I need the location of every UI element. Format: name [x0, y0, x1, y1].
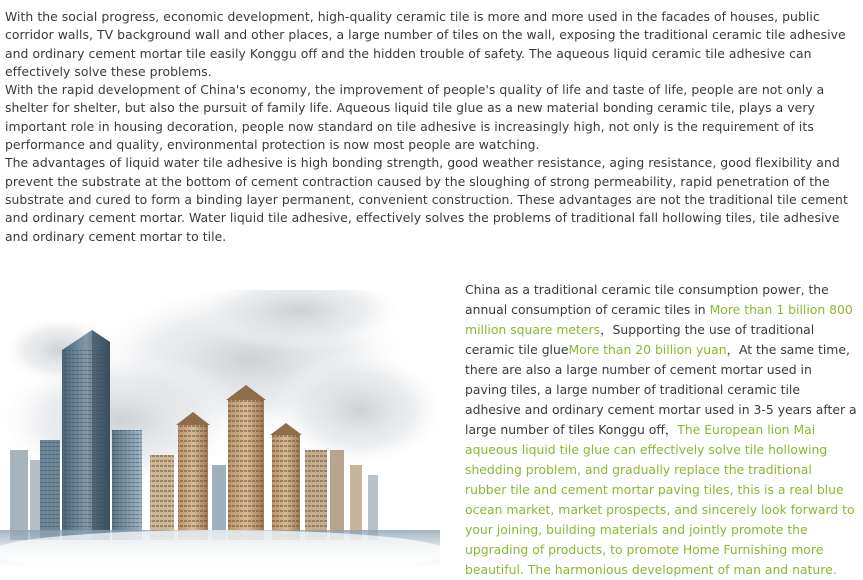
intro-paragraph-1: With the social progress, economic development, high-quality ceramic tile is more and more used in the facades of houses, public corridor walls, TV background wall and other places, a large number of tiles on the wall, exposing the traditional ceramic tile adhesive and ordinary cement mortar tile easily Konggu off and the hidden trouble of safety. The aqueous liquid ceramic tile adhesive can effectively solve these problems.	[5, 9, 846, 79]
market-description	[465, 280, 857, 580]
market-text-2: ，Supporting the use of traditional ceramic tile glue	[465, 322, 815, 357]
market-text-3: ，At the same time, there are also a large number of cement mortar used in paving tiles, a large number of traditional ceramic tile adhesive and ordinary cement mortar used in 3-5 years after a large number of tiles Konggu off，	[465, 342, 857, 437]
intro-paragraph-3: The advantages of liquid water tile adhesive is high bonding strength, good weather resistance, aging resistance, good flexibility and prevent the substrate at the bottom of cement contraction caused by the sloughing of strong permeability, rapid penetration of the substrate and cured to form a binding layer permanent, convenient construction. These advantages are not the traditional tile cement and ordinary cement mortar. Water liquid tile adhesive, effectively solves the problems of traditional fall hollowing tiles, tile adhesive and ordinary cement mortar to tile.	[5, 155, 848, 244]
market-text-1: China as a traditional ceramic tile consumption power, the annual consumption of ceramic tiles in	[465, 282, 829, 317]
city-skyline-image	[0, 290, 440, 575]
tile-consumption-highlight: More than 1 billion 800 million square meters	[465, 302, 853, 337]
product-pitch-highlight: The European lion Mai aqueous liquid tile glue can effectively solve tile hollowing shedding problem, and gradually replace the traditional rubber tile and cement mortar paving tiles, this is a real blue ocean market, market prospects, and sincerely look forward to your joining, building materials and jointly promote the upgrading of products, to promote Home Furnishing more beautiful. The harmonious development of man and nature.	[465, 422, 855, 577]
glue-value-highlight: More than 20 billion yuan	[568, 342, 727, 357]
intro-article	[5, 8, 855, 246]
intro-paragraph-2: With the rapid development of China's economy, the improvement of people's quality of life and taste of life, people are not only a shelter for shelter, but also the pursuit of family life. Aqueous liquid tile glue as a new material bonding ceramic tile, plays a very important role in housing decoration, people now standard on tile adhesive is increasingly high, not only is the requirement of its performance and quality, environmental protection is now most people are watching.	[5, 82, 825, 153]
